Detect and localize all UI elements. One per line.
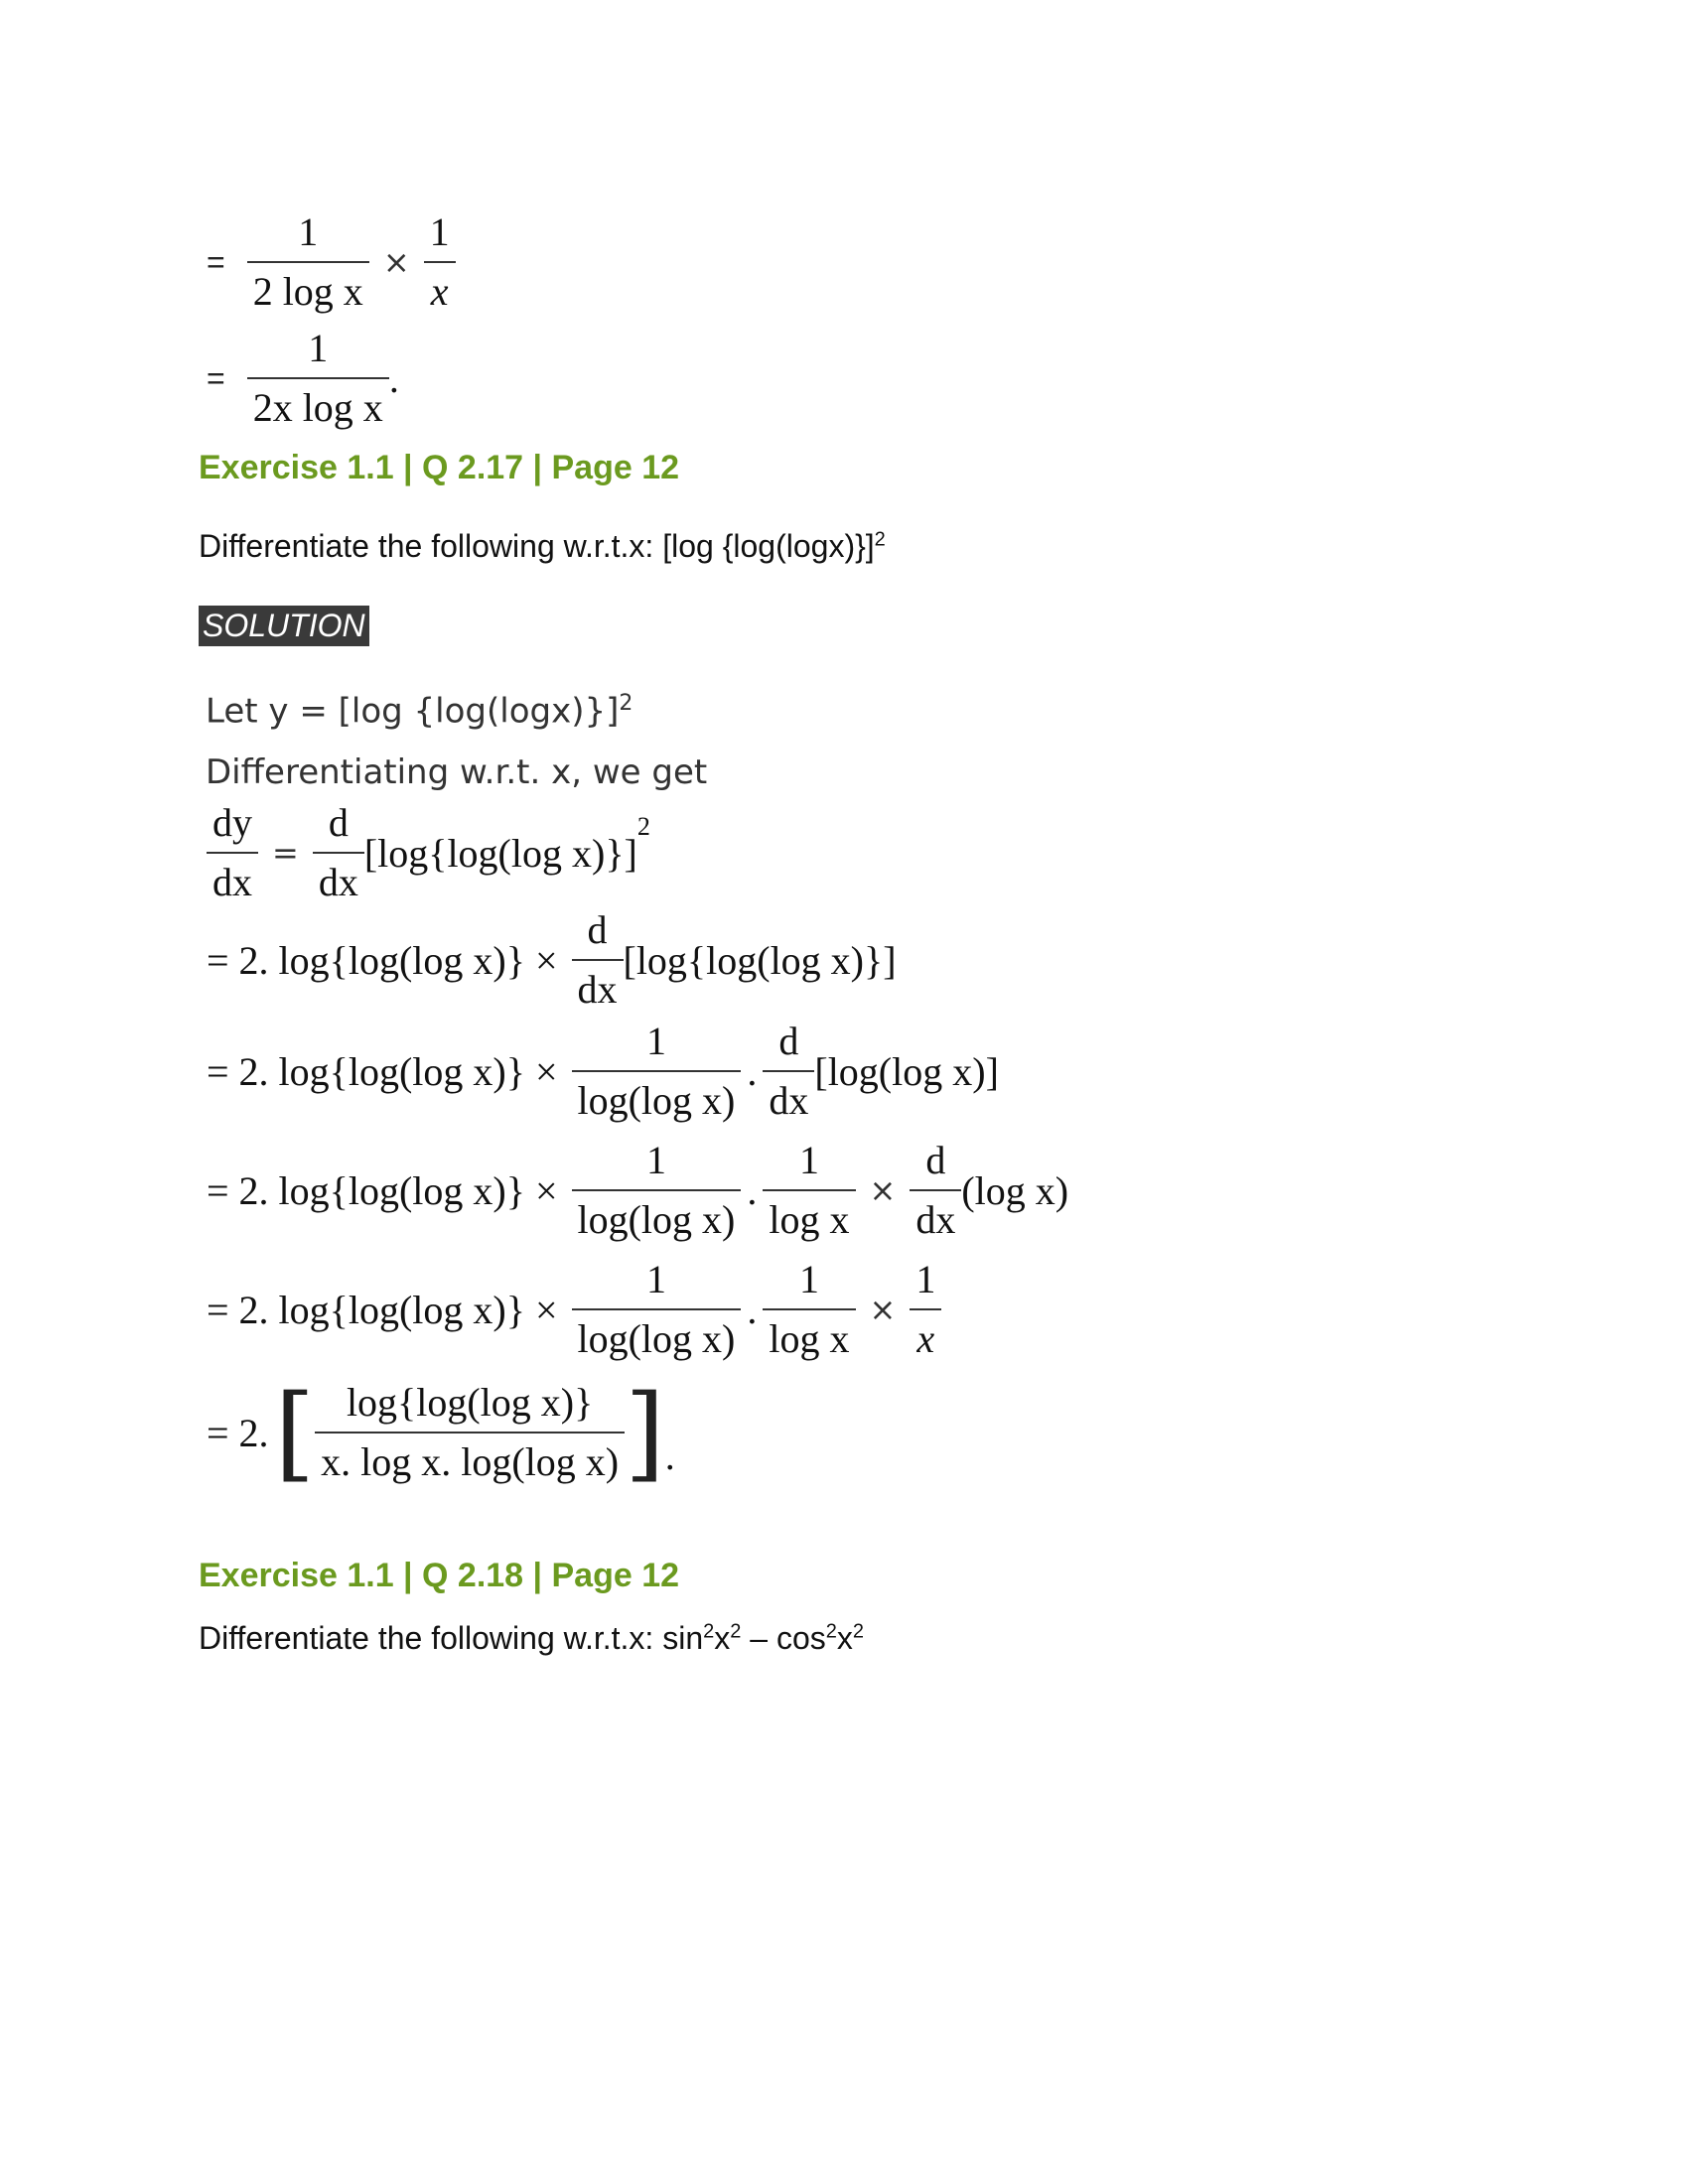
numerator: 1 bbox=[298, 209, 319, 254]
numerator: 1 bbox=[798, 1257, 819, 1301]
denominator: log x bbox=[763, 1308, 855, 1368]
let-text: Let y = [log {log(logx)}] bbox=[206, 691, 620, 732]
left-bracket: [ bbox=[274, 1372, 316, 1493]
step-4 bbox=[207, 1251, 941, 1368]
numerator: dy bbox=[212, 800, 252, 845]
final-fraction bbox=[315, 1374, 625, 1491]
d-dx-fraction bbox=[910, 1132, 961, 1249]
fraction bbox=[247, 204, 369, 321]
numerator: d bbox=[778, 1019, 799, 1063]
denominator: 2 log x bbox=[247, 261, 369, 321]
dot: . bbox=[747, 1048, 758, 1094]
question-part: x bbox=[836, 1620, 853, 1656]
question-exponent: 2 bbox=[874, 528, 886, 551]
period: . bbox=[388, 355, 399, 401]
denominator: dx bbox=[313, 852, 364, 911]
expression: [log{log(log x)}] bbox=[363, 830, 637, 876]
numerator: d bbox=[587, 907, 608, 952]
step-3 bbox=[207, 1132, 1068, 1249]
question-part: – cos bbox=[741, 1620, 826, 1656]
step-1 bbox=[207, 901, 897, 1019]
numerator: log{log(log x)} bbox=[346, 1380, 594, 1425]
d-dx-fraction bbox=[572, 901, 624, 1019]
question-part: x bbox=[714, 1620, 731, 1656]
d-dx-fraction bbox=[313, 794, 364, 911]
times-sign: × bbox=[869, 1291, 897, 1328]
final-prefix: = 2. bbox=[207, 1410, 269, 1455]
fraction bbox=[763, 1251, 855, 1368]
expression: [log(log x)] bbox=[814, 1048, 999, 1094]
question-text-q217 bbox=[199, 528, 886, 565]
fraction bbox=[424, 204, 456, 321]
step-prefix: = 2. log{log(log x)} × bbox=[207, 1287, 558, 1332]
numerator: 1 bbox=[429, 209, 450, 254]
period: . bbox=[664, 1433, 675, 1478]
exponent: 2 bbox=[636, 812, 650, 841]
denominator: log x bbox=[763, 1189, 855, 1249]
dot: . bbox=[747, 1287, 758, 1332]
denominator: log(log x) bbox=[572, 1189, 742, 1249]
times-sign: × bbox=[382, 243, 410, 281]
denominator: dx bbox=[910, 1189, 961, 1249]
exercise-heading-q217: Exercise 1.1 | Q 2.17 | Page 12 bbox=[199, 449, 680, 486]
denominator: x. log x. log(log x) bbox=[315, 1432, 625, 1491]
exponent: 2 bbox=[852, 1620, 864, 1643]
numerator: 1 bbox=[645, 1019, 666, 1063]
exponent: 2 bbox=[730, 1620, 742, 1643]
dot: . bbox=[747, 1167, 758, 1213]
denominator: dx bbox=[763, 1070, 814, 1130]
denominator: 2x log x bbox=[247, 377, 389, 437]
fraction bbox=[763, 1132, 855, 1249]
step-prefix: = 2. log{log(log x)} × bbox=[207, 1048, 558, 1094]
question-text-q218 bbox=[199, 1620, 864, 1657]
exponent: 2 bbox=[703, 1620, 715, 1643]
equals-sign: = bbox=[272, 834, 299, 872]
numerator: 1 bbox=[645, 1138, 666, 1182]
d-dx-fraction bbox=[763, 1013, 814, 1130]
final-result bbox=[207, 1374, 675, 1491]
equals-sign: = bbox=[207, 243, 225, 280]
denominator: x bbox=[424, 261, 456, 321]
exercise-heading-q218: Exercise 1.1 | Q 2.18 | Page 12 bbox=[199, 1557, 680, 1594]
fraction bbox=[572, 1013, 742, 1130]
denominator: dx bbox=[572, 959, 624, 1019]
fraction bbox=[572, 1132, 742, 1249]
question-body: Differentiate the following w.r.t.x: [log {log(logx)}] bbox=[199, 528, 875, 564]
top-line-1 bbox=[207, 204, 456, 321]
expression: (log x) bbox=[961, 1167, 1069, 1213]
solution-label[interactable]: SOLUTION bbox=[199, 606, 369, 646]
top-line-2 bbox=[207, 320, 399, 437]
fraction bbox=[572, 1251, 742, 1368]
denominator: log(log x) bbox=[572, 1308, 742, 1368]
exponent: 2 bbox=[825, 1620, 837, 1643]
numerator: 1 bbox=[308, 326, 329, 370]
question-part: Differentiate the following w.r.t.x: sin bbox=[199, 1620, 704, 1656]
numerator: 1 bbox=[798, 1138, 819, 1182]
let-statement bbox=[206, 691, 633, 731]
step-0 bbox=[207, 794, 650, 911]
let-exponent: 2 bbox=[619, 691, 633, 716]
differentiating-text: Differentiating w.r.t. x, we get bbox=[206, 752, 708, 792]
times-sign: × bbox=[869, 1171, 897, 1209]
numerator: 1 bbox=[645, 1257, 666, 1301]
fraction bbox=[247, 320, 389, 437]
equals-sign: = bbox=[207, 359, 225, 396]
expression: [log{log(log x)}] bbox=[623, 937, 897, 983]
numerator: 1 bbox=[915, 1257, 936, 1301]
step-prefix: = 2. log{log(log x)} × bbox=[207, 937, 558, 983]
step-2 bbox=[207, 1013, 999, 1130]
fraction bbox=[910, 1251, 941, 1368]
denominator: log(log x) bbox=[572, 1070, 742, 1130]
numerator: d bbox=[925, 1138, 946, 1182]
denominator: x bbox=[910, 1308, 941, 1368]
right-bracket: ] bbox=[625, 1372, 665, 1493]
step-prefix: = 2. log{log(log x)} × bbox=[207, 1167, 558, 1213]
denominator: dx bbox=[207, 852, 258, 911]
dy-dx-fraction bbox=[207, 794, 258, 911]
numerator: d bbox=[328, 800, 349, 845]
